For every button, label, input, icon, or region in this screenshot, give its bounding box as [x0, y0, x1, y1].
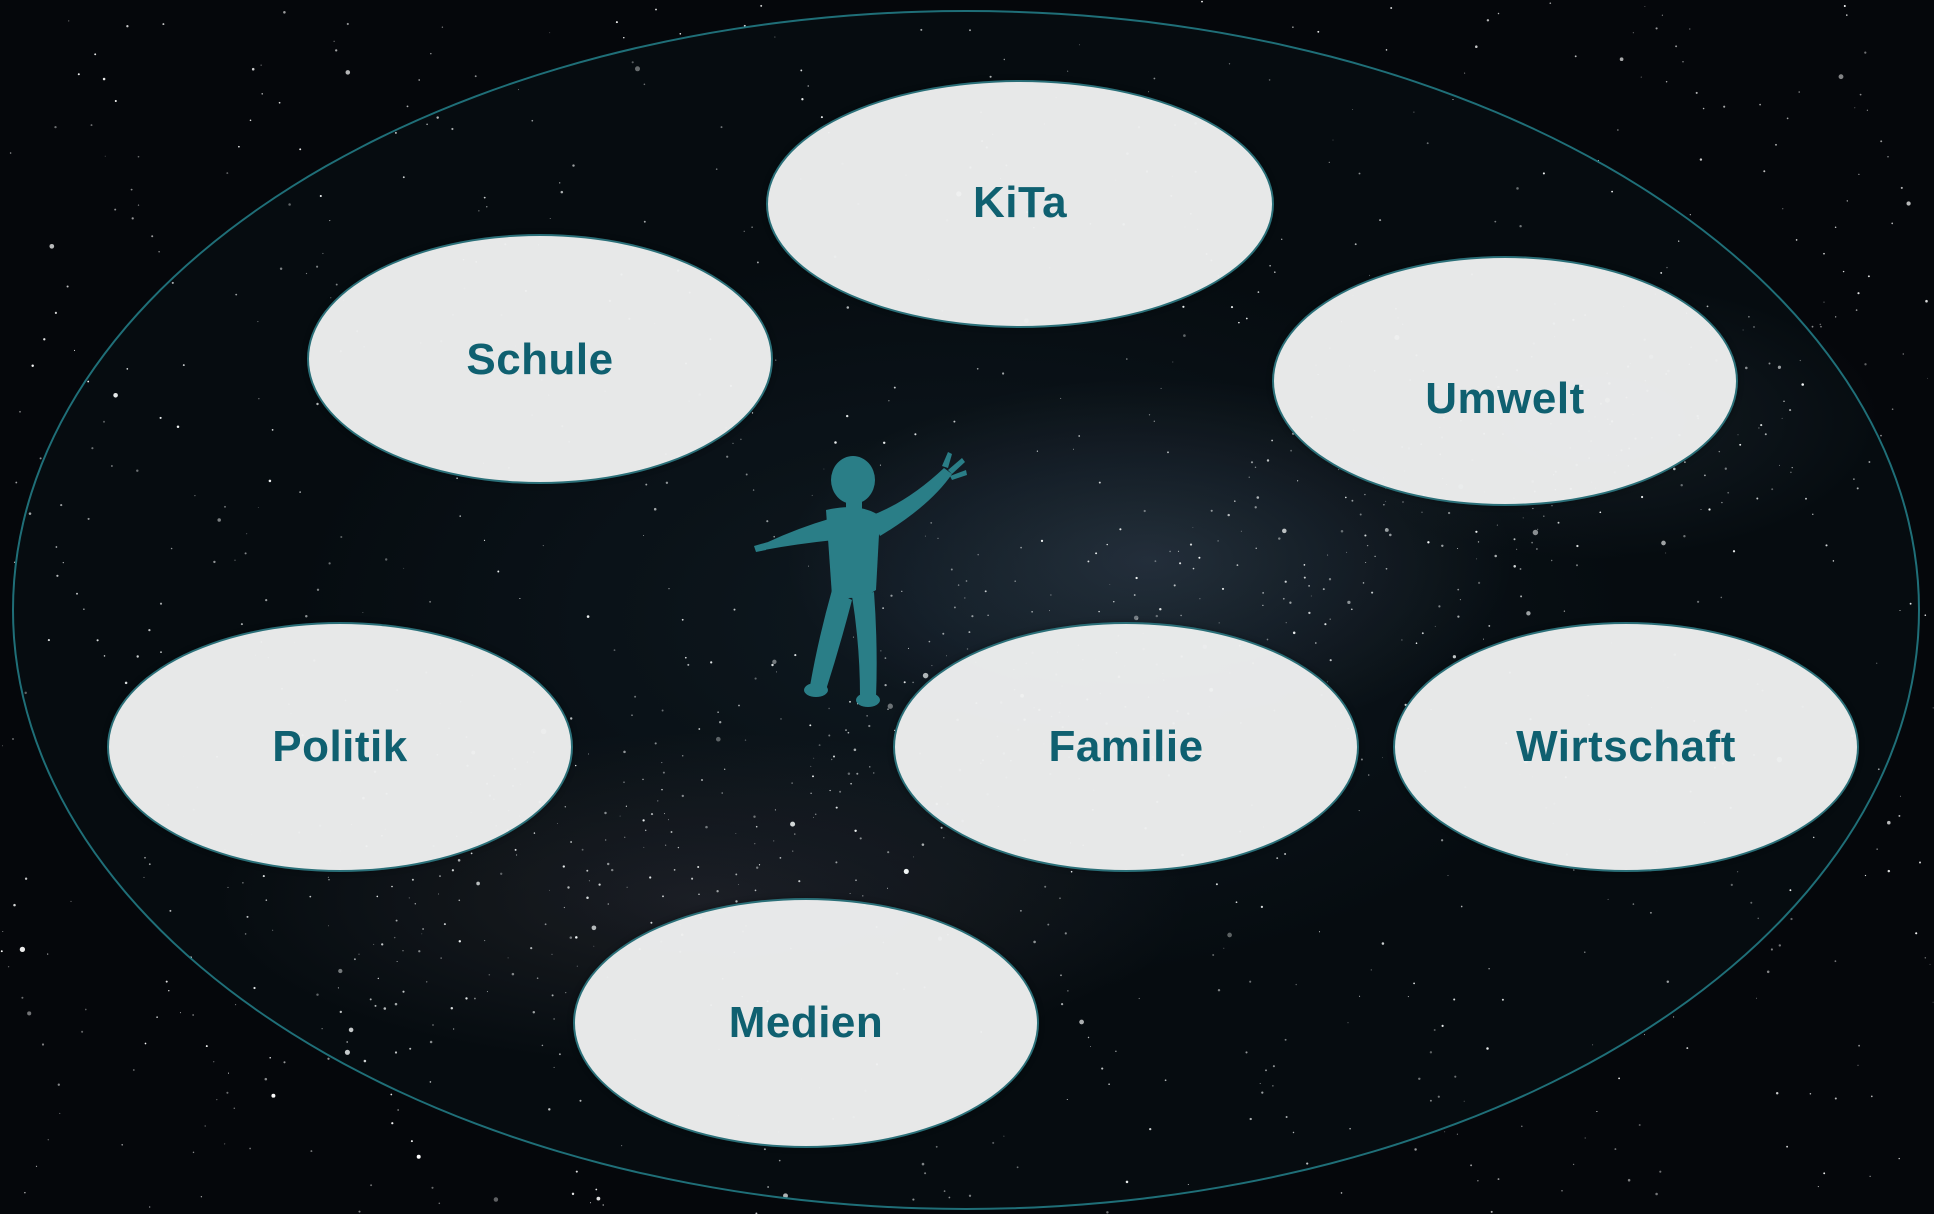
star: [1201, 1, 1203, 3]
star: [1864, 52, 1866, 54]
star: [1641, 77, 1642, 78]
star: [1618, 1078, 1620, 1080]
star: [145, 1043, 147, 1045]
bubble-umwelt-label: Umwelt: [1425, 374, 1585, 423]
star: [27, 1011, 31, 1015]
star: [269, 1057, 271, 1059]
star: [391, 1122, 393, 1124]
star: [213, 1061, 214, 1062]
bubble-kita: [766, 80, 1274, 328]
star: [431, 1187, 433, 1189]
star: [1925, 300, 1928, 303]
star: [1690, 214, 1691, 215]
star: [1628, 1179, 1631, 1182]
star: [74, 350, 75, 351]
star: [1835, 960, 1837, 962]
star: [1796, 239, 1798, 241]
star: [1585, 1137, 1586, 1138]
star: [1888, 870, 1890, 872]
star: [8, 966, 9, 967]
star: [1491, 1211, 1493, 1213]
star: [1614, 1148, 1616, 1150]
star: [439, 1203, 441, 1205]
star: [1675, 45, 1677, 47]
bubble-schule: [307, 234, 773, 484]
star: [250, 120, 252, 122]
star: [54, 126, 56, 128]
star: [252, 68, 255, 71]
star: [1892, 408, 1894, 410]
star: [1870, 1176, 1871, 1177]
star: [1633, 32, 1634, 33]
star: [1929, 964, 1930, 965]
bubble-politik-label: Politik: [272, 722, 408, 771]
star: [193, 1014, 194, 1015]
star: [224, 1143, 225, 1144]
star: [390, 1094, 392, 1096]
star: [576, 1171, 578, 1173]
star: [103, 78, 106, 81]
star: [549, 32, 550, 33]
star: [1775, 144, 1777, 146]
star: [115, 100, 117, 102]
star: [1617, 129, 1618, 130]
star: [78, 73, 80, 75]
star: [21, 997, 23, 999]
star: [616, 21, 618, 23]
bubble-familie: [893, 622, 1359, 872]
star: [42, 1043, 44, 1045]
star: [1292, 26, 1293, 27]
star: [417, 1155, 421, 1159]
star: [138, 156, 140, 158]
star: [310, 1150, 312, 1152]
star: [283, 11, 286, 14]
star: [180, 1012, 181, 1013]
star: [1639, 1124, 1641, 1126]
star: [15, 482, 17, 484]
child-silhouette-icon: [748, 450, 968, 710]
star: [1865, 875, 1866, 876]
star: [1457, 1134, 1458, 1135]
star: [1843, 271, 1844, 272]
bubble-medien: [573, 898, 1039, 1148]
star: [20, 947, 25, 952]
star: [590, 1202, 591, 1203]
star: [1700, 158, 1702, 160]
star: [1470, 1164, 1472, 1166]
star: [327, 1058, 329, 1060]
star: [91, 124, 93, 126]
star: [1666, 81, 1667, 82]
star: [1925, 614, 1927, 616]
star: [1877, 849, 1878, 850]
star: [283, 1061, 285, 1063]
star: [94, 53, 96, 55]
star: [1858, 1065, 1859, 1066]
star: [1868, 275, 1870, 277]
star: [1844, 5, 1846, 7]
star: [31, 364, 33, 366]
star: [149, 1206, 150, 1207]
star: [1487, 19, 1489, 21]
star: [235, 1004, 236, 1005]
star: [1414, 1148, 1416, 1150]
star: [1696, 92, 1698, 94]
star: [1644, 1034, 1645, 1035]
star: [1703, 108, 1705, 110]
bubble-politik: [107, 622, 573, 872]
star: [48, 1139, 49, 1140]
star: [1835, 1097, 1837, 1099]
star: [12, 738, 14, 740]
star: [168, 990, 169, 991]
star: [133, 1069, 135, 1071]
star: [679, 33, 681, 35]
star: [1106, 1211, 1108, 1213]
star: [71, 901, 72, 902]
star: [1776, 1092, 1778, 1094]
star: [1915, 932, 1917, 934]
star: [238, 146, 240, 148]
star: [1927, 378, 1928, 379]
star: [1620, 57, 1624, 61]
star: [1756, 998, 1757, 999]
star: [1898, 815, 1900, 817]
star: [1686, 1047, 1688, 1049]
star: [407, 105, 409, 107]
star: [271, 1094, 275, 1098]
star: [1856, 309, 1858, 311]
star: [397, 1109, 398, 1110]
star: [85, 1009, 87, 1011]
star: [1682, 61, 1683, 62]
star: [1899, 1158, 1900, 1159]
star: [1810, 1093, 1812, 1095]
star: [1864, 363, 1866, 365]
star: [1820, 326, 1821, 327]
star: [1779, 944, 1781, 946]
star: [1798, 91, 1800, 93]
star: [1812, 326, 1814, 328]
star: [346, 70, 351, 75]
star: [1561, 1190, 1563, 1192]
star: [10, 152, 12, 154]
bubble-familie-label: Familie: [1048, 722, 1204, 771]
star: [131, 189, 133, 191]
star: [1858, 174, 1859, 175]
star: [430, 53, 432, 55]
star: [1880, 140, 1882, 142]
bubble-wirtschaft: [1393, 622, 1859, 872]
star: [265, 1078, 268, 1081]
star: [1644, 6, 1645, 7]
star: [1386, 49, 1388, 51]
star: [1871, 1096, 1873, 1098]
star: [1573, 1164, 1574, 1165]
star: [1786, 1146, 1788, 1148]
star: [1596, 1111, 1597, 1112]
star: [261, 93, 262, 94]
star: [572, 1193, 574, 1195]
star: [261, 65, 262, 66]
star: [2, 745, 3, 746]
star: [1673, 1016, 1674, 1017]
star: [1763, 170, 1765, 172]
star: [121, 1144, 123, 1146]
star: [19, 411, 21, 413]
star: [1860, 94, 1862, 96]
star: [1818, 1186, 1819, 1187]
star: [347, 23, 349, 25]
star: [1858, 1045, 1860, 1047]
star: [132, 217, 134, 219]
star: [1662, 15, 1663, 16]
star: [201, 1196, 202, 1197]
star: [226, 1092, 228, 1094]
star: [334, 41, 335, 42]
star: [1933, 1002, 1934, 1003]
star: [216, 1099, 217, 1100]
star: [1444, 1131, 1445, 1132]
star: [603, 1204, 604, 1205]
star: [1846, 14, 1847, 15]
star: [1867, 110, 1868, 111]
star: [1477, 1180, 1478, 1181]
star: [370, 1184, 372, 1186]
star: [1498, 1178, 1500, 1180]
star: [43, 338, 45, 340]
star: [2, 931, 3, 932]
star: [68, 20, 69, 21]
star: [1823, 1172, 1825, 1174]
star: [1919, 861, 1921, 863]
star: [67, 285, 69, 287]
star: [475, 75, 477, 77]
star: [299, 148, 301, 150]
star: [36, 1166, 37, 1167]
star: [162, 23, 164, 25]
star: [358, 1211, 360, 1213]
star: [249, 1148, 251, 1150]
star: [1857, 292, 1859, 294]
star: [166, 981, 168, 983]
star: [1891, 223, 1893, 225]
star: [1656, 27, 1658, 29]
star: [58, 1084, 60, 1086]
star: [81, 1031, 83, 1033]
bubble-umwelt: [1272, 256, 1738, 506]
star: [655, 9, 657, 11]
star: [1390, 7, 1392, 9]
star: [13, 904, 16, 907]
star: [55, 312, 57, 314]
star: [193, 1152, 194, 1153]
bubble-medien-label: Medien: [728, 998, 884, 1047]
star: [1549, 2, 1551, 4]
star: [1521, 1126, 1523, 1128]
star: [24, 1192, 25, 1193]
star: [234, 1108, 236, 1110]
star: [442, 27, 443, 28]
star: [158, 251, 159, 252]
star: [1854, 107, 1855, 108]
star: [228, 1073, 229, 1074]
star: [1901, 187, 1903, 189]
star: [114, 209, 116, 211]
star: [1689, 28, 1690, 29]
star: [1847, 200, 1848, 201]
star: [1823, 301, 1824, 302]
star: [1659, 1171, 1661, 1173]
star: [1771, 948, 1773, 950]
star: [418, 79, 420, 81]
star: [205, 1125, 206, 1126]
star: [1790, 918, 1792, 920]
star: [760, 5, 762, 7]
star: [1823, 253, 1825, 255]
star: [494, 1197, 498, 1201]
star: [105, 156, 106, 157]
star: [1903, 353, 1904, 354]
bubble-schule-label: Schule: [466, 335, 614, 384]
star: [1835, 316, 1836, 317]
bubble-kita-label: KiTa: [972, 178, 1068, 227]
star: [49, 244, 54, 249]
star: [1575, 55, 1577, 57]
star: [1887, 156, 1888, 157]
star: [595, 1189, 597, 1191]
star: [138, 204, 139, 205]
star: [597, 1197, 601, 1201]
star: [1835, 227, 1837, 229]
star: [151, 235, 153, 237]
star: [1, 950, 3, 952]
star: [1655, 1193, 1658, 1196]
star: [156, 1016, 158, 1018]
star: [1782, 208, 1783, 209]
star: [1906, 201, 1910, 205]
star: [126, 25, 128, 27]
star: [25, 878, 27, 880]
star: [411, 1140, 413, 1142]
star: [1839, 74, 1844, 79]
star: [1475, 45, 1478, 48]
star: [206, 1045, 208, 1047]
star: [1317, 31, 1319, 33]
star: [1819, 324, 1821, 326]
star: [1464, 73, 1465, 74]
star: [1759, 104, 1761, 106]
star: [1880, 435, 1882, 437]
star: [226, 172, 228, 174]
star: [1787, 118, 1789, 120]
star: [335, 49, 337, 51]
star: [1723, 106, 1725, 108]
star: [1767, 971, 1770, 974]
bubble-wirtschaft-label: Wirtschaft: [1516, 722, 1736, 771]
star: [1341, 1192, 1343, 1194]
star: [1925, 957, 1926, 958]
star: [59, 1113, 60, 1114]
star: [623, 37, 624, 38]
star: [1887, 821, 1891, 825]
star: [47, 954, 48, 955]
star: [1900, 796, 1901, 797]
star: [279, 102, 281, 104]
star: [1498, 13, 1500, 15]
